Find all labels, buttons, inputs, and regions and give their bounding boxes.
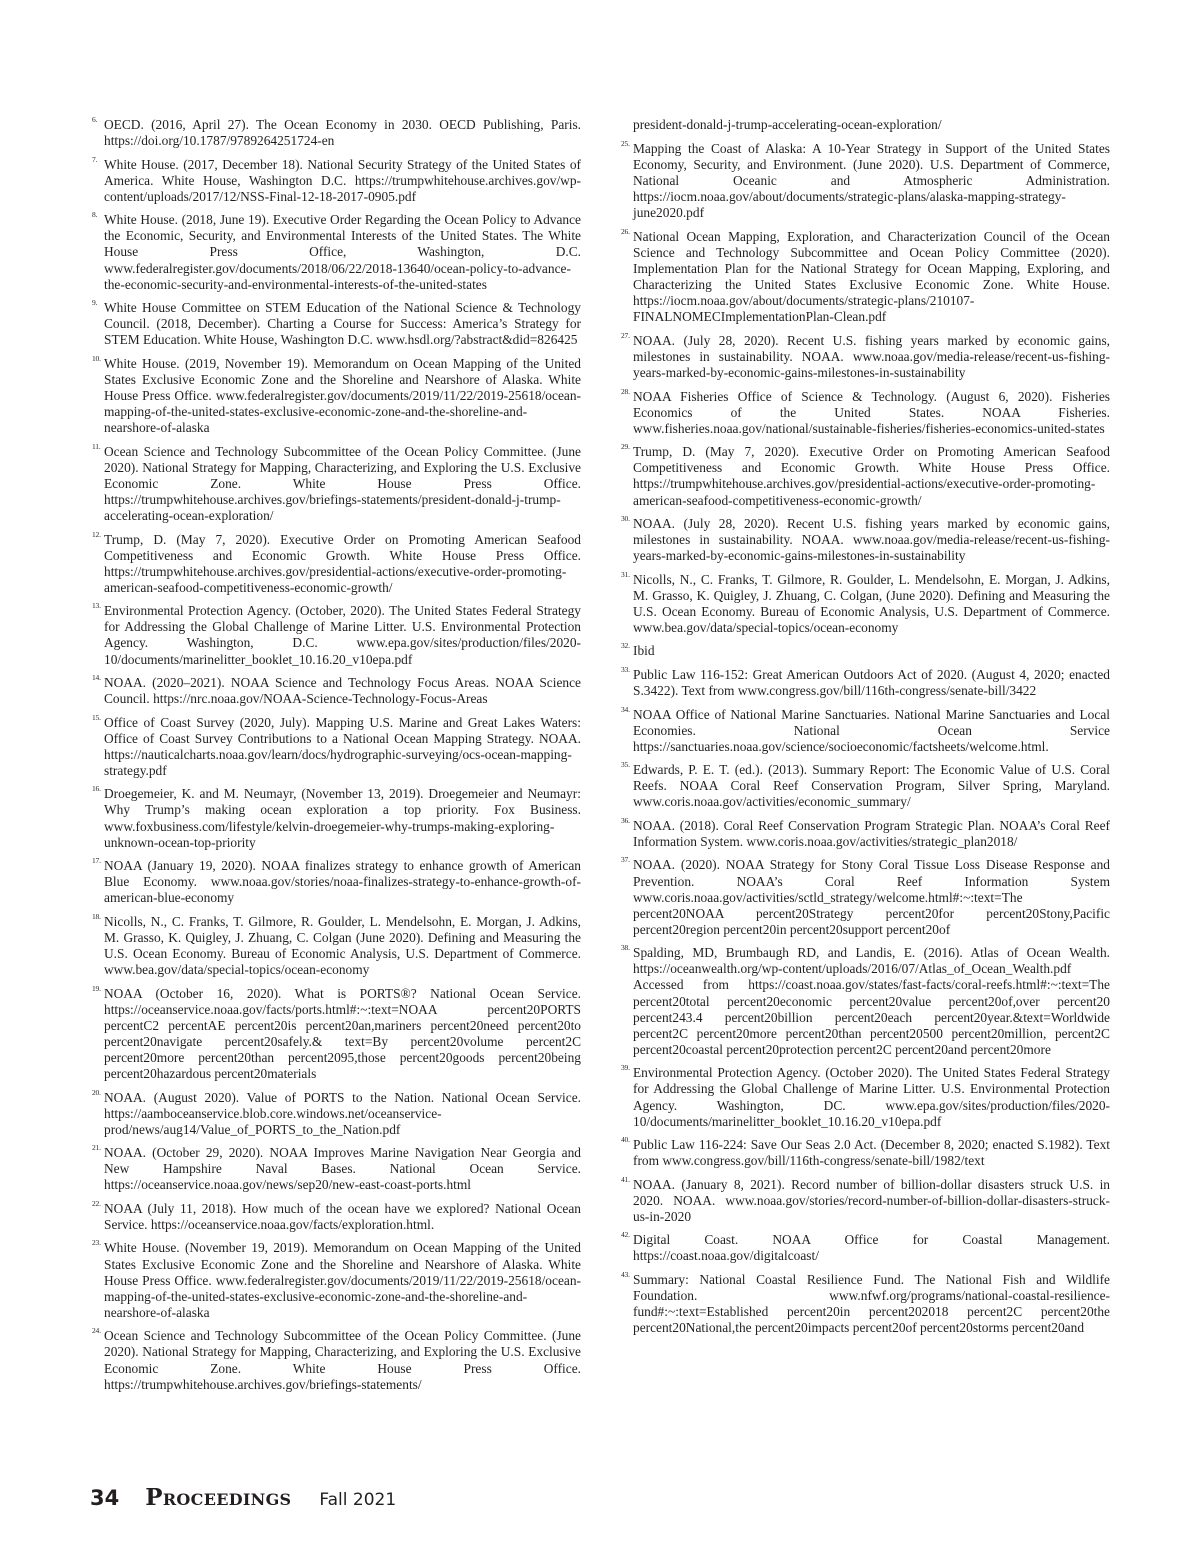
reference-23 [92, 1238, 581, 1320]
reference-text: Nicolls, N., C. Franks, T. Gilmore, R. Goulder, L. Mendelsohn, E. Morgan, J. Adkins, M. Grasso, K. Quigley, J. Zhuang, C. Colgan (June 2020). Defining and Measuring the U.S. Ocean Economy. Bureau of Economic Analysis, U.S. Department of Commerce. www.bea.gov/data/special-topics/ocean-economy [104, 913, 581, 978]
reference-text: NOAA. (July 28, 2020). Recent U.S. fishing years marked by economic gains, milestones in sustainability. NOAA. www.noaa.gov/media-release/recent-us-fishing-years-marked-by-economic-gains-milestones-in-sustainability [633, 516, 1110, 564]
reference-number: 14. [92, 673, 101, 683]
reference-number: 8. [92, 210, 98, 220]
reference-text: OECD. (2016, April 27). The Ocean Economy in 2030. OECD Publishing, Paris. https://doi.org/10.1787/9789264251724-en [104, 117, 581, 149]
reference-text: Nicolls, N., C. Franks, T. Gilmore, R. Goulder, L. Mendelsohn, E. Morgan, J. Adkins, M. Grasso, K. Quigley, J. Zhuang, C. Colgan, (June 2020). Defining and Measuring the U.S. Ocean Economy. Bureau of Economic Analysis, U.S. Department of Commerce. www.bea.gov/data/special-topics/ocean-economy [633, 571, 1110, 635]
reference-number: 24. [92, 1326, 101, 1336]
reference-26 [621, 226, 1110, 326]
reference-number: 25. [621, 139, 630, 149]
reference-39 [621, 1063, 1110, 1129]
reference-text: White House. (2017, December 18). National Security Strategy of the United States of America. White House, Washington D.C. https://trumpwhitehouse.archives.gov/wp-content/uploads/2017/12/NSS-Final-12-18-2017-0905.pdf [104, 156, 581, 204]
reference-text: NOAA (January 19, 2020). NOAA finalizes strategy to enhance growth of American Blue Economy. www.noaa.gov/stories/noaa-finalizes-strategy-to-enhance-growth-of-american-blue-economy [104, 858, 581, 906]
reference-number: 39. [621, 1063, 630, 1073]
reference-text: NOAA (October 16, 2020). What is PORTS®? National Ocean Service. https://oceanservice.noaa.gov/facts/ports.html#:~:text=NOAA percent20PORTS percentC2 percentAE percent20is percent20an,mariners percent20need percent20to percent20navigate percent20safely.& text=By percent20volume percent2C percent20more percent20than percent2095,those percent20goods percent20being percent20hazardous percent20materials [104, 985, 581, 1082]
reference-number: 38. [621, 943, 630, 953]
reference-text: Trump, D. (May 7, 2020). Executive Order on Promoting American Seafood Competitiveness and Economic Growth. White House Press Office. https://trumpwhitehouse.archives.gov/presidential-actions/executive-order-promoting-american-seafood-competitiveness-economic-growth/ [633, 444, 1110, 508]
reference-text: Summary: National Coastal Resilience Fund. The National Fish and Wildlife Foundation. www.nfwf.org/programs/national-coastal-resilience-fund#:~:text=Established percent20in percent202018 percent2C percent20the percent20National,the percent20impacts percent20of percent20storms percent20and [633, 1271, 1110, 1336]
reference-text: White House. (November 19, 2019). Memorandum on Ocean Mapping of the United States Exclusive Economic Zone and the Shoreline and Nearshore of Alaska. White House Press Office. www.federalregister.gov/documents/2019/11/22/2019-25618/ocean-mapping-of-the-united-states-exclusive-economic-zone-and-the-shoreline-and-nearshore-of-alaska [104, 1240, 581, 1320]
reference-number: 42. [621, 1230, 630, 1240]
reference-text: Public Law 116-224: Save Our Seas 2.0 Act. (December 8, 2020; enacted S.1982). Text from www.congress.gov/bill/116th-congress/senate-bill/1982/text [633, 1137, 1110, 1169]
publication-title: Proceedings [145, 1484, 292, 1511]
reference-24-continuation: president-donald-j-trump-accelerating-ocean-exploration/ [633, 117, 942, 132]
reference-text: NOAA (July 11, 2018). How much of the ocean have we explored? National Ocean Service. https://oceanservice.noaa.gov/facts/exploration.html. [104, 1200, 581, 1232]
reference-number: 12. [92, 529, 101, 539]
reference-8 [92, 210, 581, 292]
reference-20 [92, 1087, 581, 1138]
reference-number: 31. [621, 569, 630, 579]
reference-41 [621, 1174, 1110, 1225]
reference-text: White House. (2019, November 19). Memorandum on Ocean Mapping of the United States Exclusive Economic Zone and the Shoreline and Nearshore of Alaska. White House Press Office. www.federalregister.gov/documents/2019/11/22/2019-25618/ocean-mapping-of-the-united-states-exclusive-economic-zone-and-the-shoreline-and-nearshore-of-alaska [104, 355, 581, 436]
reference-number: 7. [92, 154, 98, 164]
reference-number: 15. [92, 712, 101, 722]
reference-33 [621, 664, 1110, 699]
reference-text: Ocean Science and Technology Subcommittee of the Ocean Policy Committee. (June 2020). National Strategy for Mapping, Characterizing, and Exploring the U.S. Exclusive Economic Zone. White House Press Office. https://trumpwhitehouse.archives.gov/briefings-statements/president-donald-j-trump-accelerating-ocean-exploration/ [104, 443, 581, 524]
reference-text: NOAA. (October 29, 2020). NOAA Improves Marine Navigation Near Georgia and New Hampshire Naval Bases. National Ocean Service. https://oceanservice.noaa.gov/news/sep20/new-east-coast-ports.html [104, 1145, 581, 1193]
reference-text: Public Law 116-152: Great American Outdoors Act of 2020. (August 4, 2020; enacted S.3422). Text from www.congress.gov/bill/116th-congress/senate-bill/3422 [633, 666, 1110, 699]
reference-24 [92, 1326, 581, 1392]
reference-37 [621, 855, 1110, 937]
page-number: 34 [90, 1486, 120, 1510]
reference-text: Ibid [633, 643, 655, 659]
reference-text: NOAA Office of National Marine Sanctuaries. National Marine Sanctuaries and Local Economies. National Ocean Service https://sanctuaries.noaa.gov/science/socioeconomic/factsheets/welcome.html. [633, 706, 1110, 754]
reference-number: 30. [621, 514, 630, 524]
reference-22 [92, 1198, 581, 1233]
reference-number: 40. [621, 1135, 630, 1145]
reference-14 [92, 673, 581, 707]
reference-number: 19. [92, 983, 101, 993]
reference-number: 23. [92, 1238, 101, 1248]
reference-number: 20. [92, 1087, 101, 1097]
reference-text: Edwards, P. E. T. (ed.). (2013). Summary Report: The Economic Value of U.S. Coral Reefs. NOAA Coral Reef Conservation Program, Silver Spring, Maryland. www.coris.noaa.gov/activities/economic_summary/ [633, 762, 1110, 810]
reference-text: Office of Coast Survey (2020, July). Mapping U.S. Marine and Great Lakes Waters: Office of Coast Survey Contributions to a National Ocean Mapping Strategy. NOAA. https://nauticalcharts.noaa.gov/learn/docs/hydrographic-surveying/ocs-ocean-mapping-strategy.pdf [104, 714, 581, 778]
reference-text: Environmental Protection Agency. (October 2020). The United States Federal Strategy for Addressing the Global Challenge of Marine Litter. U.S. Environmental Protection Agency. Washington, DC. www.epa.gov/sites/production/files/2020-10/documents/marinelitter_booklet_10.16.20_v10epa.pdf [633, 1065, 1110, 1129]
reference-text: NOAA Fisheries Office of Science & Technology. (August 6, 2020). Fisheries Economics of the United States. NOAA Fisheries. www.fisheries.noaa.gov/national/sustainable-fisheries/fisheries-economics-united-states [633, 388, 1110, 436]
reference-40 [621, 1135, 1110, 1169]
reference-15 [92, 712, 581, 779]
reference-number: 35. [621, 760, 630, 770]
issue-label: Fall 2021 [319, 1490, 397, 1510]
reference-number: 36. [621, 815, 630, 825]
reference-text: NOAA. (2020–2021). NOAA Science and Technology Focus Areas. NOAA Science Council. https://nrc.noaa.gov/NOAA-Science-Technology-Focus-Areas [104, 675, 581, 707]
reference-number: 26. [621, 226, 630, 236]
reference-21 [92, 1143, 581, 1193]
reference-number: 33. [621, 664, 630, 674]
reference-number: 11. [92, 441, 101, 451]
reference-27 [621, 330, 1110, 381]
references-left-column [92, 115, 581, 1400]
reference-28 [621, 386, 1110, 437]
reference-18 [92, 911, 581, 978]
reference-29 [621, 442, 1110, 508]
reference-text: NOAA. (2018). Coral Reef Conservation Program Strategic Plan. NOAA’s Coral Reef Information System. www.coris.noaa.gov/activities/strategic_plan2018/ [633, 817, 1110, 849]
reference-number: 29. [621, 442, 630, 452]
reference-number: 43. [621, 1269, 630, 1279]
reference-number: 37. [621, 855, 630, 865]
reference-number: 17. [92, 856, 101, 866]
reference-text: NOAA. (July 28, 2020). Recent U.S. fishing years marked by economic gains, milestones in sustainability. NOAA. www.noaa.gov/media-release/recent-us-fishing-years-marked-by-economic-gains-milestones-in-sustainability [633, 332, 1110, 381]
reference-25 [621, 139, 1110, 221]
reference-text: Spalding, MD, Brumbaugh RD, and Landis, E. (2016). Atlas of Ocean Wealth. https://oceanwealth.org/wp-content/uploads/2016/07/Atlas_of_Ocean_Wealth.pdf Accessed from https://coast.noaa.gov/states/fast-facts/coral-reefs.html#:~:text=The percent20total percent20economic percent20value percent20of,over percent20 percent243.4 percent20billion percent20each percent20year.&text=Worldwide percent2C percent20more percent20than percent20500 percent20million, percent2C percent20coastal percent20protection percent2C percent20and percent20more [633, 945, 1110, 1057]
reference-text: Mapping the Coast of Alaska: A 10-Year Strategy in Support of the United States Economy, Security, and Environment. (June 2020). U.S. Department of Commerce, National Oceanic and Atmospheric Administration. https://iocm.noaa.gov/about/documents/strategic-plans/alaska-mapping-strategy-june2020.pdf [633, 141, 1110, 221]
reference-34 [621, 704, 1110, 755]
reference-number: 27. [621, 330, 630, 340]
reference-text: Environmental Protection Agency. (October, 2020). The United States Federal Strategy for Addressing the Global Challenge of Marine Litter. U.S. Environmental Protection Agency. Washington, D.C. www.epa.gov/sites/production/files/2020-10/documents/marinelitter_booklet_10.16.20_v10epa.pdf [104, 603, 581, 667]
reference-number: 9. [92, 298, 98, 308]
reference-text: NOAA. (January 8, 2021). Record number of billion-dollar disasters struck U.S. in 2020. NOAA. www.noaa.gov/stories/record-number-of-billion-dollar-disasters-struck-us-in-2020 [633, 1176, 1110, 1224]
reference-number: 34. [621, 704, 630, 714]
reference-32 [621, 641, 1110, 659]
reference-9 [92, 298, 581, 348]
reference-13 [92, 601, 581, 667]
reference-number: 18. [92, 911, 101, 921]
reference-number: 21. [92, 1143, 101, 1153]
reference-7 [92, 154, 581, 205]
reference-38 [621, 943, 1110, 1058]
reference-number: 16. [92, 784, 101, 794]
reference-43 [621, 1269, 1110, 1336]
reference-11 [92, 441, 581, 524]
reference-16 [92, 784, 581, 850]
reference-text: National Ocean Mapping, Exploration, and Characterization Council of the Ocean Science and Technology Subcommittee and Ocean Policy Committee (2020). Implementation Plan for the National Strategy for Ocean Mapping, Exploring, and Characterizing the United States Exclusive Economic Zone. White House. https://iocm.noaa.gov/about/documents/strategic-plans/210107-FINALNOMECImplementationPlan-Clean.pdf [633, 228, 1110, 325]
reference-number: 32. [621, 641, 630, 651]
reference-text: Trump, D. (May 7, 2020). Executive Order on Promoting American Seafood Competitiveness and Economic Growth. White House Press Office. https://trumpwhitehouse.archives.gov/presidential-actions/executive-order-promoting-american-seafood-competitiveness-economic-growth/ [104, 531, 581, 595]
references-right-column [621, 117, 1110, 1344]
reference-6 [92, 115, 581, 149]
reference-text: White House. (2018, June 19). Executive Order Regarding the Ocean Policy to Advance the Economic, Security, and Environmental Interests of the United States. The White House Press Office, Washington, D.C. www.federalregister.gov/documents/2018/06/22/2018-13640/ocean-policy-to-advance-the-economic-security-and-environmental-interests-of-the-united-states [104, 212, 581, 292]
reference-36 [621, 815, 1110, 850]
reference-text: White House Committee on STEM Education of the National Science & Technology Council. (2018, December). Charting a Course for Success: America’s Strategy for STEM Education. White House, Washington D.C. www.hsdl.org/?abstract&did=826425 [104, 300, 581, 348]
reference-text: NOAA. (2020). NOAA Strategy for Stony Coral Tissue Loss Disease Response and Prevention. NOAA’s Coral Reef Information System www.coris.noaa.gov/activities/sctld_strategy/welcome.html#:~:text=The percent20NOAA percent20Strategy percent20for percent20Stony,Pacific percent20region percent20in percent20support percent20of [633, 857, 1110, 937]
reference-30 [621, 514, 1110, 564]
reference-text: NOAA. (August 2020). Value of PORTS to the Nation. National Ocean Service. https://aamboceanservice.blob.core.windows.net/oceanservice-prod/news/aug14/Value_of_PORTS_to_the_Nation.pdf [104, 1089, 581, 1137]
reference-17 [92, 856, 581, 906]
reference-text: Ocean Science and Technology Subcommittee of the Ocean Policy Committee. (June 2020). National Strategy for Mapping, Characterizing, and Exploring the U.S. Exclusive Economic Zone. White House Press Office. https://trumpwhitehouse.archives.gov/briefings-statements/ [104, 1328, 581, 1392]
reference-text: Droegemeier, K. and M. Neumayr, (November 13, 2019). Droegemeier and Neumayr: Why Trump’s making ocean exploration a top priority. Fox Business. www.foxbusiness.com/lifestyle/kelvin-droegemeier-why-trumps-making-exploring-unknown-ocean-top-priority [104, 786, 581, 850]
reference-number: 22. [92, 1198, 101, 1208]
reference-12 [92, 529, 581, 596]
reference-number: 28. [621, 386, 630, 396]
reference-number: 13. [92, 601, 101, 611]
page-footer [90, 1484, 396, 1514]
reference-number: 6. [92, 115, 98, 124]
reference-42 [621, 1230, 1110, 1264]
reference-35 [621, 760, 1110, 810]
reference-number: 10. [92, 353, 101, 363]
reference-number: 41. [621, 1174, 630, 1184]
reference-19 [92, 983, 581, 1083]
reference-31 [621, 569, 1110, 636]
reference-10 [92, 353, 581, 436]
reference-text: Digital Coast. NOAA Office for Coastal Management. https://coast.noaa.gov/digitalcoast/ [633, 1232, 1110, 1264]
